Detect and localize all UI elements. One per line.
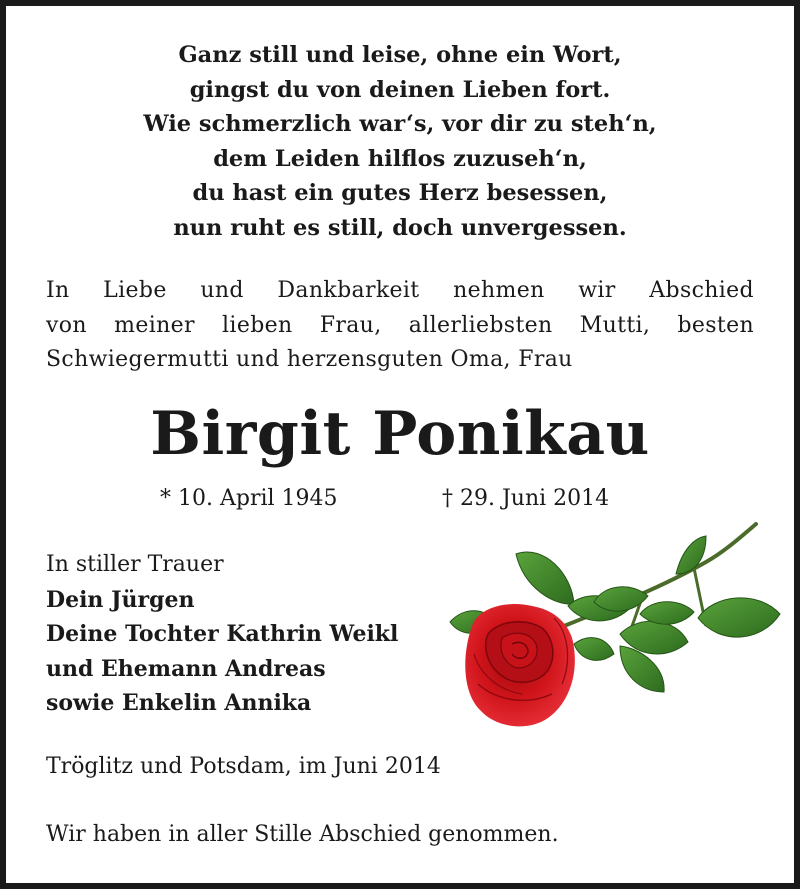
birth-date: * 10. April 1945	[160, 486, 338, 511]
poem-line: nun ruht es still, doch unvergessen.	[173, 214, 627, 241]
mourner-name: Deine Tochter Kathrin Weikl	[46, 621, 399, 647]
poem-line: dem Leiden hilflos zuzuseh‘n,	[213, 145, 587, 172]
poem-line: gingst du von deinen Lieben fort.	[189, 76, 611, 103]
farewell-text	[46, 274, 754, 378]
mourners-intro: In stiller Trauer	[46, 552, 224, 577]
death-date: † 29. Juni 2014	[442, 486, 610, 511]
poem	[6, 38, 794, 245]
farewell-line: In Liebe und Dankbarkeit nehmen wir Abschied	[46, 278, 754, 303]
mourner-name: sowie Enkelin Annika	[46, 690, 312, 716]
mourner-name: und Ehemann Andreas	[46, 655, 326, 682]
mourner-name: Dein Jürgen	[46, 586, 195, 613]
place-and-date: Tröglitz und Potsdam, im Juni 2014	[46, 754, 441, 779]
red-rose-icon	[444, 514, 784, 734]
poem-line: du hast ein gutes Herz besessen,	[192, 180, 608, 206]
poem-line: Wie schmerzlich war‘s, vor dir zu steh‘n,	[143, 111, 657, 137]
farewell-line: Schwiegermutti und herzensguten Oma, Frau	[46, 347, 573, 372]
mourners-block	[46, 548, 398, 721]
deceased-name: Birgit Ponikau	[150, 399, 650, 469]
farewell-line: von meiner lieben Frau, allerliebsten Mutti, besten	[46, 312, 754, 338]
poem-line: Ganz still und leise, ohne ein Wort,	[178, 42, 622, 68]
closing-statement: Wir haben in aller Stille Abschied genommen.	[46, 822, 559, 847]
